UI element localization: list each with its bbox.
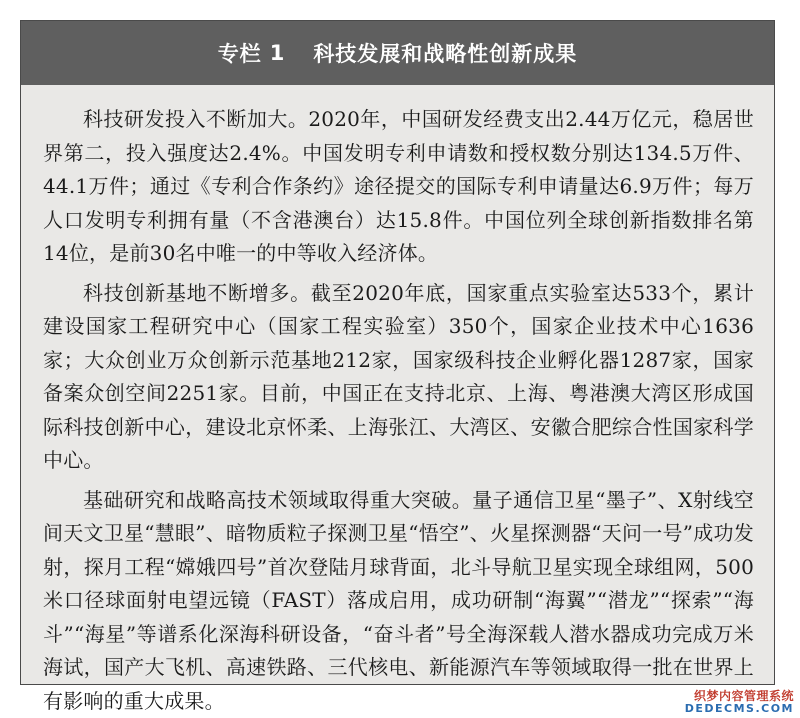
column-header — [21, 21, 774, 85]
paragraph-innovation-bases: 科技创新基地不断增多。截至2020年底，国家重点实验室达533个，累计建设国家工程研究中心（国家工程实验室）350个，国家企业技术中心1636家；大众创业万众创新示范基地212家，国家级科技企业孵化器1287家，国家备案众创空间2251家。目前，中国正在支持北京、上海、粤港澳大湾区形成国际科技创新中心，建设北京怀柔、上海张江、大湾区、安徽合肥综合性国家科学中心。 — [43, 280, 754, 472]
column-label: 专栏 — [217, 42, 262, 66]
paragraph-rd-investment: 科技研发投入不断加大。2020年，中国研发经费支出2.44万亿元，稳居世界第二，投入强度达2.4%。中国发明专利申请数和授权数分别达134.5万件、44.1万件；通过《专利合作条约》途径提交的国际专利申请量达6.9万件；每万人口发明专利拥有量（不含港澳台）达15.8件。中国位列全球创新指数排名第14位，是前30名中唯一的中等收入经济体。 — [43, 107, 754, 265]
column-title: 科技发展和战略性创新成果 — [313, 42, 578, 66]
watermark-line-en: DEDECMS.COM — [684, 702, 794, 716]
column-body — [21, 85, 774, 718]
watermark-line-cn: 织梦内容管理系统 — [693, 688, 794, 703]
column-number: 1 — [269, 41, 286, 65]
watermark — [676, 690, 794, 716]
paragraph-breakthroughs: 基础研究和战略高技术领域取得重大突破。量子通信卫星“墨子”、X射线空间天文卫星“慧眼”、暗物质粒子探测卫星“悟空”、火星探测器“天问一号”成功发射，探月工程“嫦娥四号”首次登陆月球背面，北斗导航卫星实现全球组网，500米口径球面射电望远镜（FAST）落成启用，成功研制“海翼”“潜龙”“探索”“海斗”“海星”等谱系化深海科研设备，“奋斗者”号全海深载人潜水器成功完成万米海试，国产大飞机、高速铁路、三代核电、新能源汽车等领域取得一批在世界上有影响的重大成果。 — [43, 487, 754, 713]
